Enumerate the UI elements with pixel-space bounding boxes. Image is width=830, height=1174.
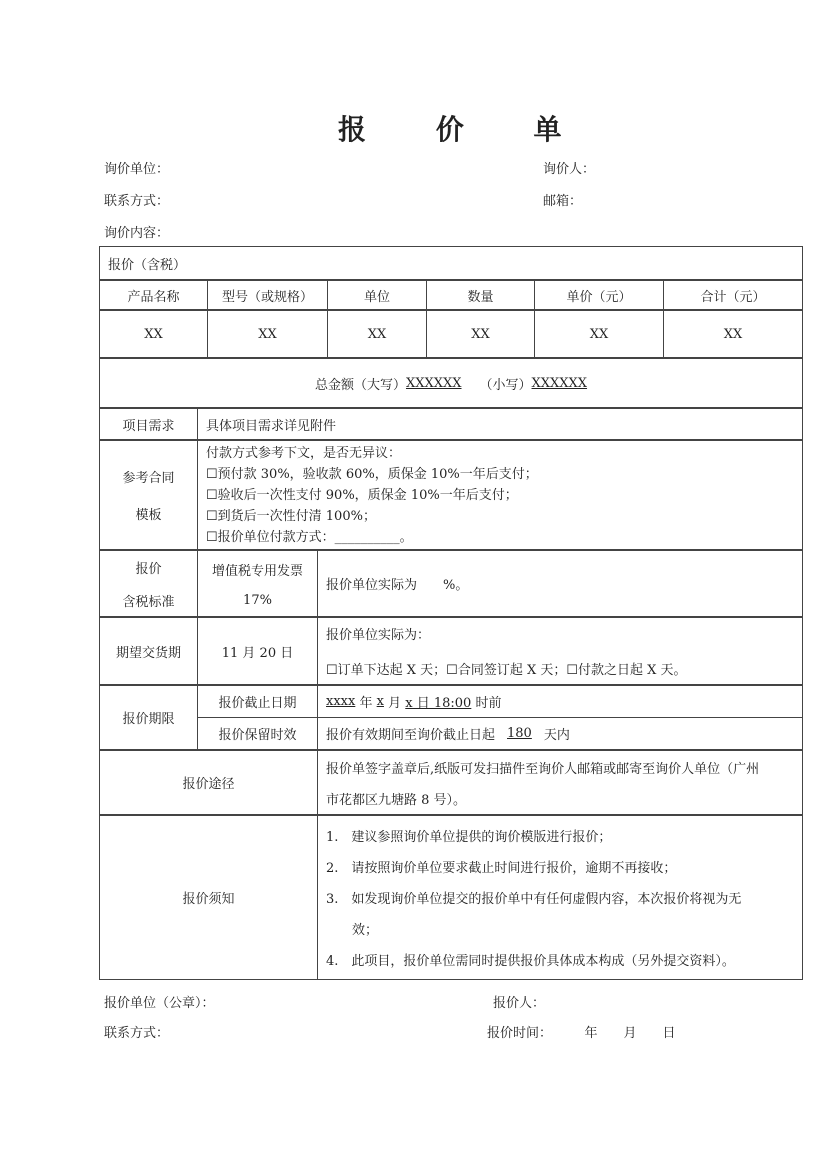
notes-list	[317, 815, 803, 980]
contract-label-line: 参考合同	[122, 471, 175, 486]
col-header: 型号（或规格）	[207, 280, 328, 310]
delivery-date: 11 月 20 日	[197, 617, 318, 685]
footer-contact-label: 联系方式：	[104, 1026, 170, 1041]
route-value	[317, 750, 803, 815]
tax-type	[197, 550, 318, 617]
validity-days: 180	[507, 726, 532, 741]
tax-rate: 17%	[243, 592, 272, 608]
payment-option-checkbox[interactable]: ☐预付款 30%，验收款 60%，质保金 10%一年后支付；	[206, 466, 538, 482]
tax-label	[99, 550, 198, 617]
inquirer-unit-label: 询价单位：	[104, 162, 170, 177]
footer-time-label: 报价时间： 年 月 日	[487, 1026, 676, 1041]
tax-type-text: 增值税专用发票	[211, 563, 303, 579]
footer-unit-label: 报价单位（公章）：	[104, 996, 215, 1011]
deadline-suffix: 时前	[475, 696, 502, 711]
col-header: 单位	[327, 280, 427, 310]
deadline-month: x	[376, 694, 384, 709]
requirement-label: 项目需求	[99, 408, 198, 440]
route-line: 报价单签字盖章后,纸版可发扫描件至询价人邮箱或邮寄至询价人单位（广州	[326, 761, 760, 777]
validity-prefix: 报价有效期间至询价截止日起	[326, 728, 496, 743]
email-label: 邮箱：	[543, 194, 583, 209]
total-lower-value: XXXXXX	[531, 375, 588, 391]
total-label-lower: （小写）	[479, 377, 532, 393]
total-label-upper: 总金额（大写）	[314, 377, 406, 393]
payment-option-checkbox[interactable]: ☐报价单位付款方式：__________。	[206, 529, 413, 545]
col-header: 合计（元）	[663, 280, 803, 310]
total-upper-value: XXXXXX	[405, 375, 462, 391]
page-title: 报 价 单	[338, 113, 592, 146]
contract-intro: 付款方式参考下文，是否无异议：	[206, 445, 402, 461]
payment-option-checkbox[interactable]: ☐验收后一次性支付 90%，质保金 10%一年后支付；	[206, 487, 518, 503]
month-unit: 月	[388, 696, 402, 711]
contract-payment-options	[197, 440, 803, 550]
inquirer-label: 询价人：	[543, 162, 596, 177]
deadline-value	[317, 685, 803, 718]
table-cell: XX	[207, 310, 328, 358]
tax-label-line: 报价	[135, 561, 162, 577]
delivery-actual-intro: 报价单位实际为：	[326, 628, 431, 643]
contact-label: 联系方式：	[104, 194, 170, 209]
period-label: 报价期限	[99, 685, 198, 750]
content-label: 询价内容：	[104, 226, 170, 241]
note-item: 3. 如发现询价单位提交的报价单中有任何虚假内容，本次报价将视为无	[326, 892, 742, 907]
footer-person-label: 报价人：	[493, 996, 546, 1011]
table-cell: XX	[327, 310, 427, 358]
validity-value	[317, 717, 803, 750]
route-label: 报价途径	[99, 750, 318, 815]
note-item: 1. 建议参照询价单位提供的询价模版进行报价；	[326, 830, 612, 845]
delivery-actual	[317, 617, 803, 685]
contract-label-line: 模板	[135, 508, 162, 523]
note-item: 2. 请按照询价单位要求截止时间进行报价，逾期不再接收；	[326, 861, 677, 876]
tax-label-line: 含税标准	[122, 594, 175, 610]
col-header: 数量	[426, 280, 535, 310]
deadline-day-time: x 日 18:00	[405, 696, 472, 711]
payment-option-checkbox[interactable]: ☐到货后一次性付清 100%；	[206, 508, 376, 524]
delivery-label: 期望交货期	[99, 617, 198, 685]
col-header: 单价（元）	[534, 280, 664, 310]
deadline-label: 报价截止日期	[197, 685, 318, 718]
table-cell: XX	[99, 310, 208, 358]
table-cell: XX	[663, 310, 803, 358]
notes-label: 报价须知	[99, 815, 318, 980]
year-unit: 年	[359, 696, 373, 711]
requirement-value: 具体项目需求详见附件	[197, 408, 803, 440]
table-cell: XX	[534, 310, 664, 358]
section-header: 报价（含税）	[99, 246, 803, 280]
note-item: 4. 此项目，报价单位需同时提供报价具体成本构成（另外提交资料）。	[326, 954, 735, 969]
deadline-year: xxxx	[326, 694, 356, 709]
col-header: 产品名称	[99, 280, 208, 310]
contract-label	[99, 440, 198, 550]
note-item: 效；	[326, 923, 379, 938]
delivery-options[interactable]: ☐订单下达起 X 天；☐合同签订起 X 天；☐付款之日起 X 天。	[326, 663, 687, 678]
route-line: 市花都区九塘路 8 号）。	[326, 792, 467, 808]
tax-actual: 报价单位实际为 %。	[317, 550, 803, 617]
total-row	[99, 358, 803, 408]
table-cell: XX	[426, 310, 535, 358]
validity-label: 报价保留时效	[197, 717, 318, 750]
validity-suffix: 天内	[543, 728, 570, 743]
